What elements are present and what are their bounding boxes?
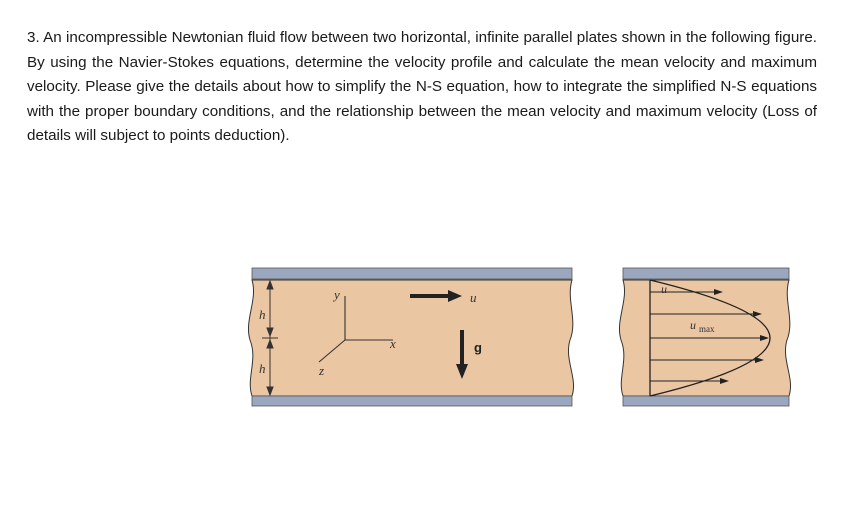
problem-statement: 3. An incompressible Newtonian fluid flow between two horizontal, infinite parallel plates shown in the following figure. By using the Navier-Stokes equations, determine the velocity profile and calculate the mean velocity and maximum velocity. Please give the details about how to simplify the N-S equation, how to integrate the simplified N-S equations with the proper boundary conditions, and the relationship between the mean velocity and maximum velocity (Loss of details will subject to points deduction).	[27, 29, 817, 145]
axis-x-label: x	[390, 336, 396, 351]
half-gap-bottom-label: h	[259, 361, 266, 376]
gravity-label: g	[474, 340, 482, 355]
left-bottom-plate	[252, 396, 572, 406]
left-top-plate	[252, 268, 572, 279]
half-gap-top-label: h	[259, 307, 266, 322]
right-panel	[619, 268, 790, 406]
axis-y-label: y	[334, 287, 340, 302]
right-bottom-plate	[623, 396, 789, 406]
velocity-label: u	[661, 282, 667, 296]
max-velocity-main: u	[690, 318, 696, 332]
axis-z-label: z	[319, 363, 325, 378]
left-panel	[248, 268, 573, 406]
right-top-plate	[623, 268, 789, 279]
max-velocity-sub: max	[699, 324, 715, 334]
flow-label: u	[470, 290, 477, 305]
